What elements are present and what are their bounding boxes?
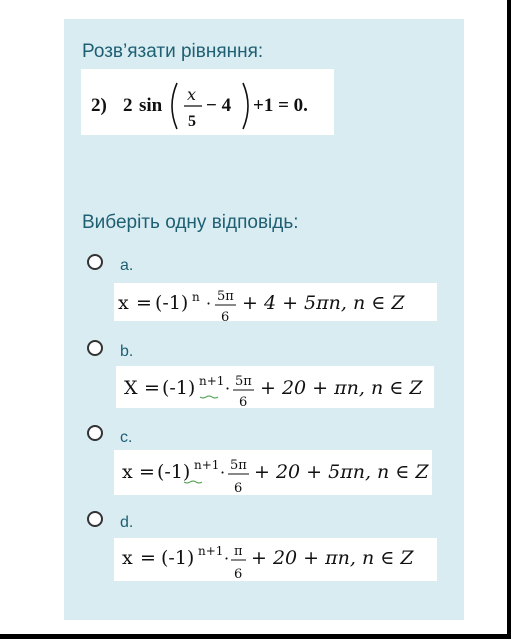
tail: + 20 + πn, n ∈ Z bbox=[260, 377, 423, 399]
equation-number: 2) bbox=[91, 95, 107, 116]
frac-num: 5π bbox=[217, 289, 234, 304]
frac-den: 6 bbox=[221, 310, 230, 321]
option-d-answer[interactable] bbox=[114, 538, 437, 581]
frac-num: 5π bbox=[235, 374, 252, 389]
frac-den: 6 bbox=[234, 567, 243, 581]
question-card bbox=[64, 19, 464, 620]
radio-option-a[interactable] bbox=[87, 254, 103, 270]
option-c-letter: c. bbox=[120, 429, 133, 446]
equals: = bbox=[136, 292, 152, 314]
option-a-letter: a. bbox=[120, 257, 134, 274]
option-b-letter: b. bbox=[120, 343, 134, 360]
option-c-answer[interactable] bbox=[114, 450, 432, 495]
option-a-formula bbox=[114, 283, 437, 321]
dot: · bbox=[224, 549, 230, 568]
frac-den: 6 bbox=[234, 481, 243, 495]
option-d-letter: d. bbox=[120, 514, 134, 531]
exponent: n+1 bbox=[199, 374, 225, 388]
option-b-formula bbox=[116, 366, 434, 408]
tail: + 20 + 5πn, n ∈ Z bbox=[254, 461, 429, 483]
base: (-1) bbox=[162, 377, 196, 399]
var-x: X bbox=[124, 377, 138, 399]
question-equation bbox=[81, 69, 334, 135]
spellcheck-squiggle bbox=[200, 396, 218, 398]
exponent: n bbox=[192, 290, 200, 304]
equation-rhs: +1 = 0. bbox=[253, 95, 308, 116]
dot: · bbox=[225, 379, 231, 398]
equation-func: sin bbox=[139, 95, 163, 116]
frac-numerator: x bbox=[187, 85, 197, 104]
frac-den: 6 bbox=[239, 395, 248, 408]
equals: = bbox=[140, 547, 156, 569]
frac-num: π bbox=[234, 544, 243, 559]
question-equation-image bbox=[81, 69, 334, 135]
question-prompt: Розв’язати рівняння: bbox=[82, 41, 264, 62]
dot: · bbox=[220, 463, 226, 482]
var-x: x bbox=[118, 292, 129, 314]
radio-option-d[interactable] bbox=[87, 511, 103, 527]
tail: + 4 + 5πn, n ∈ Z bbox=[242, 292, 405, 314]
base: (-1) bbox=[157, 461, 191, 483]
exponent: n+1 bbox=[198, 544, 224, 558]
option-b-answer[interactable] bbox=[116, 366, 434, 408]
exponent: n+1 bbox=[194, 458, 220, 472]
var-x: x bbox=[122, 547, 133, 569]
equals: = bbox=[139, 461, 155, 483]
choose-label: Виберіть одну відповідь: bbox=[82, 212, 299, 233]
base: (-1) bbox=[161, 547, 195, 569]
frac-num: 5π bbox=[230, 458, 247, 473]
dot: · bbox=[206, 294, 212, 313]
minus-term: − 4 bbox=[206, 95, 232, 116]
right-paren bbox=[243, 83, 248, 129]
option-a-answer[interactable] bbox=[114, 283, 437, 321]
frac-denominator: 5 bbox=[188, 113, 196, 130]
tail: + 20 + πn, n ∈ Z bbox=[251, 547, 414, 569]
option-d-formula bbox=[114, 538, 437, 581]
option-c-formula bbox=[114, 450, 432, 495]
var-x: x bbox=[122, 461, 133, 483]
equals: = bbox=[144, 377, 160, 399]
radio-option-c[interactable] bbox=[87, 425, 103, 441]
base: (-1) bbox=[155, 292, 189, 314]
equation-coef: 2 bbox=[123, 95, 133, 116]
radio-option-b[interactable] bbox=[87, 340, 103, 356]
left-paren bbox=[172, 83, 177, 129]
